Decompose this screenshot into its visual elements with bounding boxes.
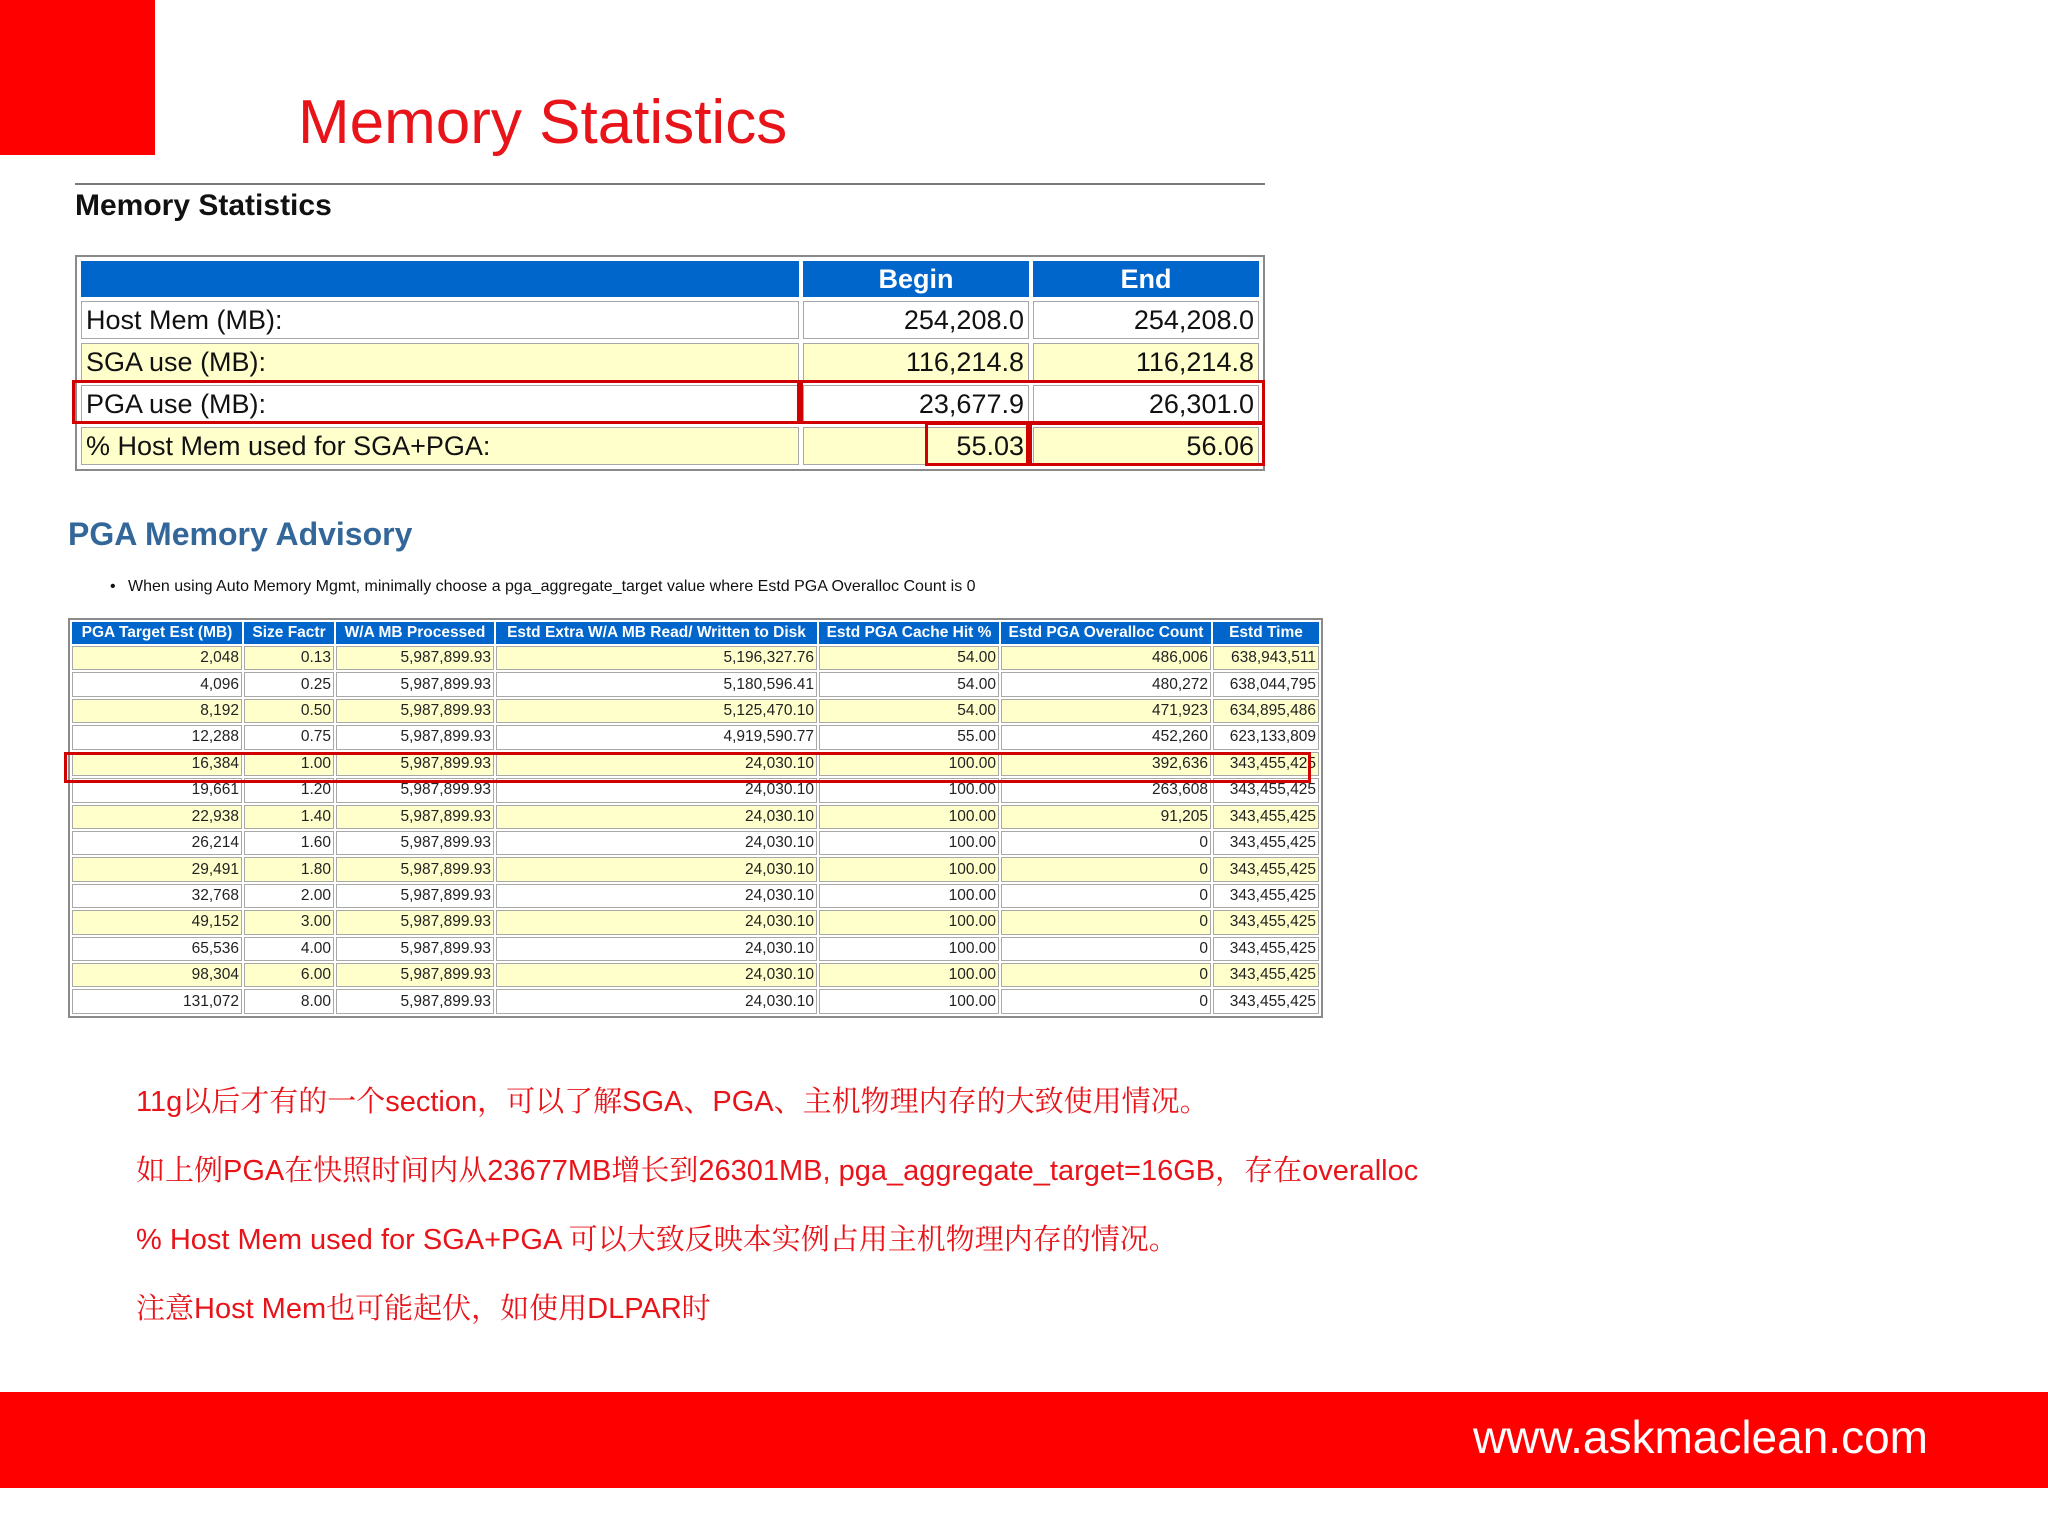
advisory-cell: 24,030.10	[496, 910, 817, 934]
pga-advisory-note-list	[110, 578, 976, 596]
advisory-cell: 4,096	[72, 672, 242, 696]
advisory-cell: 480,272	[1001, 672, 1211, 696]
advisory-row	[72, 778, 1319, 802]
advisory-cell: 1.40	[244, 805, 334, 829]
memory-row-begin: 55.03	[803, 427, 1029, 465]
advisory-col-extra-wa-mb: Estd Extra W/A MB Read/ Written to Disk	[496, 622, 817, 644]
advisory-cell: 54.00	[819, 672, 999, 696]
memory-row-begin: 23,677.9	[803, 385, 1029, 423]
advisory-cell: 54.00	[819, 646, 999, 670]
memory-row-label: Host Mem (MB):	[81, 301, 799, 339]
advisory-cell: 5,987,899.93	[336, 699, 494, 723]
advisory-cell: 100.00	[819, 831, 999, 855]
memory-col-end-header: End	[1033, 261, 1259, 297]
advisory-cell: 343,455,425	[1213, 857, 1319, 881]
advisory-cell: 5,987,899.93	[336, 831, 494, 855]
advisory-cell: 24,030.10	[496, 778, 817, 802]
pga-advisory-table	[68, 618, 1323, 1018]
advisory-cell: 5,987,899.93	[336, 989, 494, 1014]
memory-row-label: PGA use (MB):	[81, 385, 799, 423]
advisory-cell: 65,536	[72, 937, 242, 961]
advisory-table-body	[72, 646, 1319, 1014]
footer-bar	[0, 1392, 2048, 1488]
memory-row-host-mem	[81, 301, 1259, 339]
advisory-cell: 3.00	[244, 910, 334, 934]
advisory-header-row	[72, 622, 1319, 644]
advisory-cell: 49,152	[72, 910, 242, 934]
advisory-row	[72, 752, 1319, 776]
pga-advisory-note-text: When using Auto Memory Mgmt, minimally choose a pga_aggregate_target value where Estd PGA Overalloc Count is 0	[128, 578, 976, 595]
memory-row-pga-use	[81, 385, 1259, 423]
advisory-row	[72, 963, 1319, 987]
advisory-row	[72, 884, 1319, 908]
advisory-cell: 100.00	[819, 963, 999, 987]
memory-col-begin-header: Begin	[803, 261, 1029, 297]
advisory-cell: 5,987,899.93	[336, 725, 494, 749]
memory-row-begin: 116,214.8	[803, 343, 1029, 381]
advisory-cell: 343,455,425	[1213, 989, 1319, 1014]
advisory-cell: 100.00	[819, 778, 999, 802]
advisory-cell: 0	[1001, 884, 1211, 908]
notes-block	[136, 1080, 1418, 1356]
advisory-cell: 392,636	[1001, 752, 1211, 776]
memory-row-end: 254,208.0	[1033, 301, 1259, 339]
advisory-cell: 0	[1001, 910, 1211, 934]
advisory-cell: 24,030.10	[496, 831, 817, 855]
bullet-icon: •	[110, 578, 116, 595]
advisory-cell: 91,205	[1001, 805, 1211, 829]
advisory-cell: 24,030.10	[496, 937, 817, 961]
advisory-cell: 0	[1001, 963, 1211, 987]
advisory-cell: 5,987,899.93	[336, 910, 494, 934]
advisory-row	[72, 725, 1319, 749]
advisory-row	[72, 857, 1319, 881]
advisory-cell: 12,288	[72, 725, 242, 749]
advisory-cell: 5,987,899.93	[336, 857, 494, 881]
pga-advisory-note	[110, 578, 976, 596]
advisory-cell: 343,455,425	[1213, 831, 1319, 855]
advisory-cell: 5,987,899.93	[336, 963, 494, 987]
advisory-col-pga-target: PGA Target Est (MB)	[72, 622, 242, 644]
advisory-row	[72, 646, 1319, 670]
advisory-cell: 634,895,486	[1213, 699, 1319, 723]
advisory-cell: 0.13	[244, 646, 334, 670]
advisory-cell: 98,304	[72, 963, 242, 987]
advisory-cell: 5,987,899.93	[336, 937, 494, 961]
advisory-cell: 0	[1001, 831, 1211, 855]
advisory-cell: 8,192	[72, 699, 242, 723]
advisory-cell: 343,455,425	[1213, 805, 1319, 829]
advisory-cell: 6.00	[244, 963, 334, 987]
advisory-cell: 1.20	[244, 778, 334, 802]
footer-url: www.askmaclean.com	[1472, 1411, 1928, 1463]
note-line-1: 11g以后才有的一个section，可以了解SGA、PGA、主机物理内存的大致使用情况。	[136, 1086, 1209, 1118]
advisory-cell: 638,044,795	[1213, 672, 1319, 696]
advisory-cell: 5,987,899.93	[336, 752, 494, 776]
memory-row-label: % Host Mem used for SGA+PGA:	[81, 427, 799, 465]
memory-row-end: 26,301.0	[1033, 385, 1259, 423]
advisory-cell: 5,180,596.41	[496, 672, 817, 696]
advisory-cell: 486,006	[1001, 646, 1211, 670]
advisory-col-size-factr: Size Factr	[244, 622, 334, 644]
advisory-row	[72, 699, 1319, 723]
advisory-cell: 24,030.10	[496, 963, 817, 987]
advisory-cell: 263,608	[1001, 778, 1211, 802]
advisory-cell: 0	[1001, 857, 1211, 881]
advisory-cell: 100.00	[819, 752, 999, 776]
advisory-cell: 452,260	[1001, 725, 1211, 749]
advisory-cell: 24,030.10	[496, 857, 817, 881]
advisory-cell: 100.00	[819, 857, 999, 881]
note-line-4: 注意Host Mem也可能起伏，如使用DLPAR时	[136, 1293, 711, 1325]
advisory-cell: 22,938	[72, 805, 242, 829]
advisory-cell: 29,491	[72, 857, 242, 881]
advisory-cell: 32,768	[72, 884, 242, 908]
advisory-cell: 343,455,425	[1213, 884, 1319, 908]
pga-advisory-heading: PGA Memory Advisory	[68, 516, 413, 552]
memory-statistics-table	[75, 255, 1265, 471]
advisory-cell: 100.00	[819, 937, 999, 961]
slide-title: Memory Statistics	[298, 88, 788, 157]
advisory-cell: 100.00	[819, 805, 999, 829]
title-divider	[75, 183, 1265, 185]
advisory-cell: 8.00	[244, 989, 334, 1014]
advisory-cell: 638,943,511	[1213, 646, 1319, 670]
memory-row-host-mem-pct	[81, 427, 1259, 465]
advisory-cell: 4.00	[244, 937, 334, 961]
advisory-cell: 54.00	[819, 699, 999, 723]
advisory-cell: 0.50	[244, 699, 334, 723]
advisory-cell: 24,030.10	[496, 805, 817, 829]
advisory-cell: 16,384	[72, 752, 242, 776]
advisory-cell: 623,133,809	[1213, 725, 1319, 749]
corner-accent-block	[0, 0, 155, 155]
advisory-cell: 343,455,425	[1213, 778, 1319, 802]
advisory-cell: 0.75	[244, 725, 334, 749]
advisory-cell: 26,214	[72, 831, 242, 855]
advisory-row	[72, 805, 1319, 829]
advisory-cell: 24,030.10	[496, 884, 817, 908]
advisory-cell: 5,987,899.93	[336, 778, 494, 802]
advisory-row	[72, 831, 1319, 855]
advisory-row	[72, 672, 1319, 696]
advisory-cell: 19,661	[72, 778, 242, 802]
advisory-cell: 1.00	[244, 752, 334, 776]
advisory-cell: 5,196,327.76	[496, 646, 817, 670]
advisory-row	[72, 989, 1319, 1014]
advisory-cell: 0	[1001, 937, 1211, 961]
advisory-cell: 1.80	[244, 857, 334, 881]
advisory-cell: 5,987,899.93	[336, 805, 494, 829]
advisory-cell: 24,030.10	[496, 989, 817, 1014]
advisory-cell: 5,987,899.93	[336, 884, 494, 908]
advisory-col-cache-hit: Estd PGA Cache Hit %	[819, 622, 999, 644]
advisory-cell: 0	[1001, 989, 1211, 1014]
advisory-cell: 343,455,425	[1213, 910, 1319, 934]
advisory-cell: 343,455,425	[1213, 752, 1319, 776]
advisory-cell: 471,923	[1001, 699, 1211, 723]
advisory-cell: 4,919,590.77	[496, 725, 817, 749]
advisory-col-estd-time: Estd Time	[1213, 622, 1319, 644]
advisory-cell: 5,987,899.93	[336, 672, 494, 696]
advisory-cell: 5,125,470.10	[496, 699, 817, 723]
memory-row-end: 116,214.8	[1033, 343, 1259, 381]
advisory-cell: 100.00	[819, 910, 999, 934]
advisory-cell: 24,030.10	[496, 752, 817, 776]
memory-row-label: SGA use (MB):	[81, 343, 799, 381]
advisory-cell: 131,072	[72, 989, 242, 1014]
note-line-3: % Host Mem used for SGA+PGA 可以大致反映本实例占用主机物理内存的情况。	[136, 1224, 1178, 1256]
memory-statistics-heading: Memory Statistics	[75, 189, 332, 222]
advisory-cell: 2.00	[244, 884, 334, 908]
advisory-col-overalloc: Estd PGA Overalloc Count	[1001, 622, 1211, 644]
advisory-row	[72, 910, 1319, 934]
advisory-cell: 100.00	[819, 989, 999, 1014]
advisory-col-wa-mb-processed: W/A MB Processed	[336, 622, 494, 644]
memory-col-label-header	[81, 261, 799, 297]
advisory-cell: 343,455,425	[1213, 937, 1319, 961]
advisory-row	[72, 937, 1319, 961]
memory-row-end: 56.06	[1033, 427, 1259, 465]
advisory-cell: 55.00	[819, 725, 999, 749]
advisory-cell: 2,048	[72, 646, 242, 670]
advisory-cell: 5,987,899.93	[336, 646, 494, 670]
memory-table-header-row	[81, 261, 1259, 297]
advisory-cell: 343,455,425	[1213, 963, 1319, 987]
memory-row-sga-use	[81, 343, 1259, 381]
advisory-cell: 100.00	[819, 884, 999, 908]
advisory-cell: 1.60	[244, 831, 334, 855]
advisory-cell: 0.25	[244, 672, 334, 696]
note-line-2: 如上例PGA在快照时间内从23677MB增长到26301MB, pga_aggregate_target=16GB，存在overalloc	[136, 1155, 1419, 1187]
memory-row-begin: 254,208.0	[803, 301, 1029, 339]
